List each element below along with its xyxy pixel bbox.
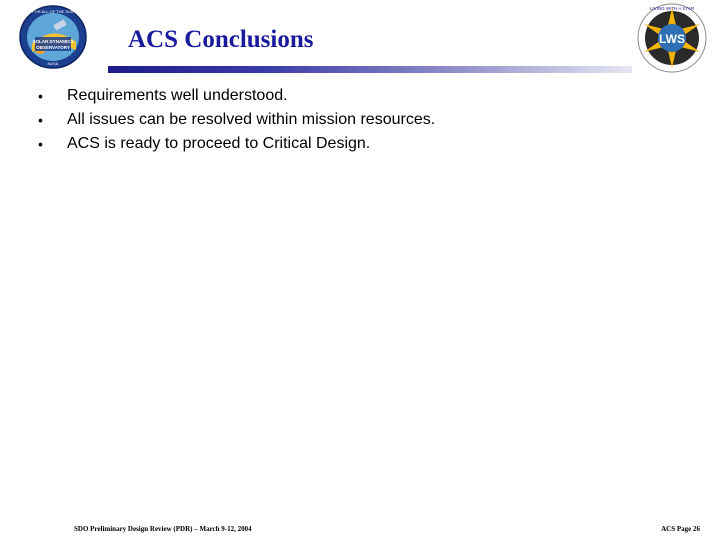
lws-logo-text: LWS xyxy=(659,32,685,46)
footer-review-info: SDO Preliminary Design Review (PDR) – March 9-12, 2004 xyxy=(74,525,252,533)
bullet-glyph: • xyxy=(38,88,43,104)
page-title: ACS Conclusions xyxy=(128,26,314,53)
footer-page-number: ACS Page 26 xyxy=(661,525,700,533)
sdo-logo-graphic xyxy=(18,4,88,70)
lws-logo xyxy=(636,2,708,74)
lws-logo-ring-text: LIVING WITH A STAR xyxy=(649,6,695,11)
lws-logo-graphic xyxy=(636,2,708,74)
sdo-logo-top-text: FOR ALL OF THE SUN xyxy=(32,9,74,14)
list-item xyxy=(0,134,720,158)
bullet-text: Requirements well understood. xyxy=(67,87,288,104)
title-underline-bar xyxy=(108,66,632,73)
sdo-logo-text-1: SOLAR DYNAMICS xyxy=(32,39,74,44)
sdo-logo-text-2: OBSERVATORY xyxy=(36,45,70,50)
bullet-list xyxy=(0,86,720,158)
bullet-glyph: • xyxy=(38,136,43,152)
sdo-logo-bottom-text: NASA xyxy=(47,61,59,66)
list-item xyxy=(0,86,720,110)
bullet-text: All issues can be resolved within mission resources. xyxy=(67,111,436,128)
list-item xyxy=(0,110,720,134)
sdo-logo xyxy=(18,4,88,70)
bullet-text: ACS is ready to proceed to Critical Design. xyxy=(67,135,371,152)
bullet-glyph: • xyxy=(38,112,43,128)
